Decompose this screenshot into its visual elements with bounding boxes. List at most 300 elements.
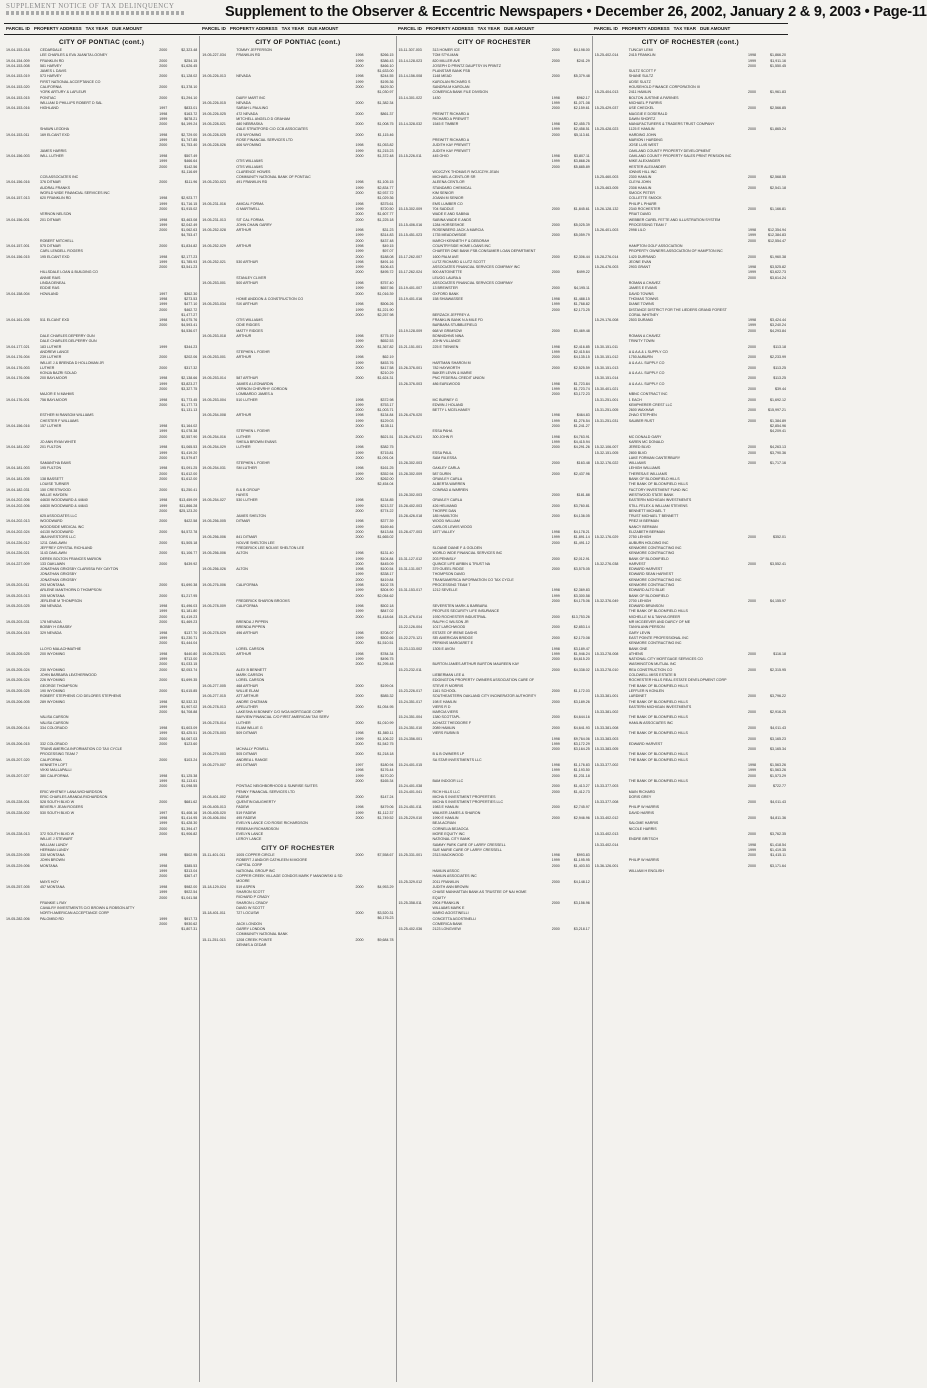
tax-year: 2000 [355,794,364,799]
due-amount: $4,175.06 [573,598,590,603]
tax-year: 1999 [748,768,756,773]
due-amount: $181.88 [576,492,590,497]
property-address: ALTON [236,567,248,572]
property-address: 183 LUTHER [40,344,62,349]
property-address: SM LUTHER [236,466,258,471]
property-address: ROSE FINANCIAL SERVICES LTD [236,138,293,143]
property-address: MANUFACTURERS & TRADERS TRUST COMPANY [628,122,715,127]
due-amount: $377.39 [380,519,394,524]
property-address: CALIFORNIA [236,604,258,609]
due-amount: $3,762.35 [770,831,786,836]
property-address: LOMBARDO JAMES A [236,392,273,397]
property-address: CALIFORNIA [40,85,62,90]
parcel-id: 15-15-451-023 [398,233,423,238]
parcel-id: 19-05-229-005 [6,853,30,858]
property-address: 1211 OAKLAWN [40,540,67,545]
tax-year: 2000 [551,863,560,868]
property-address: PREZ M BERMAN [628,519,659,524]
tax-year: 1998 [159,498,168,503]
due-amount: $4,338.02 [573,667,590,672]
property-address: FREDERICK SHARON BROOKS [236,598,290,603]
tax-year: 2000 [159,164,168,169]
property-address: KENMORE CONTRACTING [628,582,675,587]
tax-year: 2000 [159,831,168,836]
property-address: 2903 GRANT [628,265,651,270]
tax-year: 2000 [748,127,756,132]
due-amount: $113.18 [773,344,786,349]
property-address: 668 W GRIMSOW [432,328,462,333]
due-amount: $1,579.87 [181,455,198,460]
due-amount: $1,367.82 [377,344,394,349]
property-address: 510 LUTHER [236,397,258,402]
parcel-id: 15-25-402-014 [594,53,619,58]
property-address: 150 CRESTWOOD [40,487,71,492]
parcel-id: 15-25-229-010 [398,816,423,821]
parcel-id: 15-30-151-013 [594,365,619,370]
property-address: LOREL CARSON [236,646,265,651]
due-amount: $1,580.11 [377,731,394,736]
property-address: 44630 WOODWARD & 44640 [40,498,88,503]
property-address: BARBARA STUBBLEFIELD [432,323,478,328]
property-address: JONATHAN GRIGSBY CLARISSA FAY CAYTON [40,567,119,572]
tax-year: 1999 [159,116,168,121]
parcel-id: 15-30-151-011 [594,344,619,349]
property-address: JOANN M SENIOR [432,196,464,201]
property-address: FRANKIE L RAY [40,900,67,905]
header-property-address: PROPERTY ADDRESS [33,26,82,31]
property-address: 2800 BLVD [628,450,647,455]
property-address: SMOCK PETER [628,191,655,196]
due-amount: $2,012.91 [573,556,590,561]
property-address: FADEW [236,794,250,799]
header-rule [4,23,788,24]
due-amount: $413.84 [380,530,394,535]
due-amount: $3,575.05 [573,567,590,572]
tax-year: 2000 [748,275,756,280]
header-due-amount: DUE AMOUNT [699,26,731,31]
property-address: COPPER CREEK VILLAGE CONDOS MARK F MANOWSKI & SD [236,874,343,879]
property-address: ROBERT J AND/OR CATHLEEN M MOORE [236,858,308,863]
tax-year: 2000 [748,376,756,381]
tax-year: 2000 [355,191,364,196]
tax-year: 2000 [159,641,168,646]
property-address: 1990 E HAMLIN [432,816,459,821]
tax-year: 2000 [159,365,168,370]
parcel-id: 19-05-227-034 [202,53,226,58]
property-address: HERMAN LUNDY [40,847,69,852]
due-amount: $1,113.61 [181,778,198,783]
parcel-id: 19-05-204-015 [6,630,30,635]
due-amount: $462.72 [184,307,198,312]
property-address: THE BANK OF BLOOMFIELD HILLS [628,757,688,762]
property-address: THE BANK OF BLOOMFIELD HILLS [628,715,688,720]
parcel-id: 19-05-228-001 [6,800,30,805]
tax-year: 2000 [551,614,560,619]
parcel-id: 15-33-381-002 [594,710,619,715]
property-address: MARCIA VIERS [432,710,459,715]
parcel-id: 15-18-401-011 [202,911,226,916]
property-address: WASHINGTON MUTUAL INC [628,662,677,667]
property-address: BAKER LEVIN & MARIE [432,371,472,376]
parcel-id: 19-04-181-002 [6,445,30,450]
due-amount: $1,195.95 [573,858,590,863]
due-amount: $3,424.44 [770,318,786,323]
property-address: WOODSIDE MEDICAL INC [40,524,84,529]
parcel-id: 19-04-202-006 [6,503,30,508]
property-address: 491 FRANKLIN RD [236,180,268,185]
due-amount: $466.64 [184,159,198,164]
property-address: 2011 FRANKLIN [432,879,459,884]
due-amount: $2,541.18 [770,185,786,190]
property-address: FACTORY INVESTMENT FUND INC [628,487,688,492]
due-amount: $1,633.00 [377,69,394,74]
due-amount: $495.72 [380,270,394,275]
listing-row [202,943,393,948]
due-amount: $1,230.71 [181,635,198,640]
tax-year: 2000 [159,243,168,248]
property-address: JAMES SHELTON [236,514,266,519]
due-amount: $142.56 [184,164,198,169]
due-amount: $241.29 [576,58,590,63]
due-amount: $722.77 [773,784,786,789]
due-amount: $9,764.06 [573,736,590,741]
due-amount: $757.40 [380,281,394,286]
parcel-id: 15-31-251-001 [594,397,619,402]
property-address: EDWIN J HOLAND [432,402,464,407]
property-address: 13 BREWSTER [432,286,458,291]
tax-year: 2000 [159,206,168,211]
tax-year: 2000 [355,508,364,513]
due-amount: $1,105.15 [377,180,394,185]
parcel-id: 15-25-460-003 [594,175,619,180]
due-amount: $678.21 [184,116,198,121]
tax-year: 1999 [159,657,168,662]
property-address: WORLD WIDE FINANCIAL SERVICES INC [432,551,503,556]
property-address: ROBERT STEPHENS C/O DELORES STEPHENS [40,694,122,699]
parcel-id: 15-25-331-001 [398,853,423,858]
property-address: 379 OUEEL RIDGE [432,567,464,572]
tax-year: 2000 [551,784,560,789]
due-amount: $1,029.36 [377,196,394,201]
property-address: CHARTER ONE BANK FSB CONSUMER LOAN DEPARTMENT [432,249,536,254]
due-amount: $3,164.25 [573,747,590,752]
tax-year: 2000 [748,773,756,778]
property-address: ELIZABETH BERMAN [628,530,665,535]
due-amount: $1,915.02 [181,206,198,211]
listing-column-3 [397,36,593,1382]
due-amount: $134.85 [380,498,394,503]
due-amount: $2,853.14 [573,625,590,630]
property-address: ARTHUR [236,228,252,233]
tax-year: 2000 [551,106,560,111]
tax-year: 1998 [355,498,364,503]
tax-year: 2000 [159,95,168,100]
tax-year: 2000 [551,254,560,259]
property-address: SARAH L PAULING [236,106,269,111]
property-address: 185 HAMILTON [432,514,458,519]
tax-year: 1998 [159,816,168,821]
parcel-id: 19-05-278-003 [202,731,226,736]
property-address: EAST POINTE PROFESSIONAL INC [628,635,689,640]
due-amount: $135.11 [380,424,394,429]
tax-year: 1998 [355,74,364,79]
tax-year: 2000 [355,376,364,381]
property-address: 133 OAKLAWN [40,561,65,566]
tax-year: 1999 [355,471,364,476]
parcel-id: 19-05-405-020 [202,810,226,815]
tax-year: 2000 [159,710,168,715]
property-address: JUDITH ANN BROWN [432,884,469,889]
column-header-group [592,25,788,34]
due-amount: $1,491.12 [573,540,590,545]
property-address: STILL FELEX & WILLIAM STEVENS [628,503,688,508]
property-address: MARCH KENNETH F & DEBORAH [432,238,490,243]
due-amount: $113.25 [773,376,786,381]
tax-year: 2000 [355,434,364,439]
property-address: KAREN MC DONALD [628,439,664,444]
tax-year: 2000 [551,48,560,52]
tax-year: 2000 [551,657,560,662]
due-amount: $170.20 [380,773,394,778]
property-address: MR MCGEEVER AND DARCY OF ME [628,620,691,625]
parcel-id: 15-24-356-001 [398,736,423,741]
parcel-id: 15-26-376-003 [398,381,423,386]
tax-year: 2000 [159,688,168,693]
tax-year: 1999 [551,349,560,354]
tax-year: 1999 [551,535,560,540]
tax-year: 2000 [159,540,168,545]
property-address: VERNON NELSON [40,212,72,217]
due-amount: $4,811.36 [770,816,786,821]
parcel-id: 15-28-302-003 [398,461,423,466]
tax-year: 1998 [159,217,168,222]
tax-year: 2000 [355,63,364,68]
property-address: JACK LONDON [236,921,262,926]
property-address: HOUSEHOLD FINANCE CORPORATION III [628,85,700,90]
parcel-id: 19-05-276-006 [202,582,226,587]
due-amount: $4,593.41 [181,323,198,328]
property-address: NATIONAL GROUP INC [236,868,276,873]
property-address: 519 ASPEN [236,884,256,889]
parcel-id: 19-04-158-004 [6,291,30,296]
parcel-id: 19-05-278-013 [202,704,226,709]
tax-year: 1999 [355,572,364,577]
parcel-id: 19-05-277-005 [202,683,226,688]
property-address: CLEYA JOHN [628,180,651,185]
due-amount: $1,403.53 [573,863,590,868]
property-address: 1208 CREEK POINTE [236,937,273,942]
parcel-id: 15-33-402-013 [594,831,619,836]
due-amount: $163.72 [184,111,198,116]
tax-year: 2000 [159,741,168,746]
tax-year: 1998 [159,153,168,158]
parcel-id: 15-30-151-014 [594,376,619,381]
tax-year: 2000 [748,365,756,370]
property-address: WORLD WIDE FINANCIAL SERVICES INC [40,191,110,196]
due-amount: $1,221.90 [377,307,394,312]
property-address: EASTERN MICHIGAN INVESTMENTS [628,704,692,709]
due-amount: $352.01 [773,535,786,540]
property-address: MARK CARSON [236,673,264,678]
tax-year: 2000 [159,477,168,482]
tax-year: 2000 [551,726,560,730]
property-address: JBA INVESTORS LLC [40,535,76,540]
property-address: SAMMY PARK CARE OF LARRY CRESSELL [432,842,506,847]
property-address: PREWITT RICHARD A [432,138,470,143]
property-address: 330 MONTANA [40,853,65,858]
due-amount: $4,148.12 [573,879,590,884]
due-amount: $3,760.81 [573,503,590,508]
property-address: STANLEY CLIVER [236,275,267,280]
due-amount: $1,041.58 [181,895,198,900]
property-address: A & A A L SUPPLY CO [628,381,665,386]
due-amount: $3,327.75 [181,387,198,391]
due-amount: $1,510.51 [377,641,394,646]
parcel-id: 19-04-154-009 [6,58,30,63]
property-address: NATIONAL CITY MORTGAGE SERVICES CO [628,657,703,662]
tax-year: 1998 [355,582,364,587]
property-address: EMS LUMBER CO [432,201,463,206]
property-address: 480 NEBRASKA [236,122,263,127]
due-amount: $437.48 [380,238,394,243]
property-address: REBEKAH RICHARDSON [236,826,279,831]
parcel-id [202,837,236,842]
tax-year: 2000 [748,175,756,180]
due-amount: $163.48 [576,461,590,466]
property-address: THE BANK OF BLOOMFIELD HILLS [628,699,688,704]
property-address: THOMPSON DAVID [432,572,465,577]
listing-rows [595,48,786,874]
property-address: NOLVIE SHELTON LEE [236,540,275,545]
due-amount: $1,382.34 [377,100,394,105]
tax-year: 1999 [159,222,168,227]
property-address: TOM STYLMAN [432,53,459,58]
due-amount: $1,665.02 [377,535,394,540]
property-address: WOODWARD [40,519,63,524]
property-address: 573 HARVEY [40,74,62,79]
due-amount: $5,885.89 [573,164,590,169]
property-address: 575 DITMAR [40,243,61,248]
due-amount: $4,644.16 [573,715,590,720]
due-amount: $4,753.47 [181,233,198,238]
parcel-id: 15-24-401-015 [398,763,423,768]
property-address: DALE CHARLES DELPERRY GUN [40,339,97,344]
due-amount: $1,419.23 [181,614,198,619]
property-address: EDDIE RAS [40,286,60,291]
due-amount: $440.80 [184,651,198,656]
property-address: LEROY LANCE [236,837,262,842]
tax-year: 1999 [551,159,560,164]
due-amount: $1,413.27 [573,784,590,789]
parcel-id: 19-04-226-012 [6,540,30,545]
due-amount: $1,215.23 [377,148,394,153]
property-address: 2313 MACKWOOD [432,853,464,858]
tax-year: 2000 [159,434,168,439]
parcel-id: 15-28-302-009 [398,471,423,476]
tax-year: 2000 [159,63,168,68]
due-amount: $131.40 [380,551,394,556]
property-address: PROCESSING TEAM 7 [40,752,78,757]
tax-year: 2000 [748,344,756,349]
tax-year: 1999 [355,402,364,407]
tax-year: 1998 [748,318,756,323]
parcel-id: 19-04-202-013 [6,519,30,524]
tax-year: 1998 [355,281,364,286]
due-amount: $4,536.07 [181,328,198,333]
tax-year: 2000 [551,540,560,545]
property-address: OAKLAND COUNTY PROPERTY DEVELOPMENT [628,148,711,153]
parcel-id: 19-04-153-011 [6,132,30,137]
header-parcel-id: PARCEL ID [6,26,30,31]
property-address: RICHARD P CRADY [236,895,270,900]
property-address: HARDING JOHN [628,132,657,137]
tax-year: 2000 [551,503,560,508]
property-address: 2123 LONGVIEW [432,927,461,932]
tax-year: 1999 [355,286,364,291]
due-amount: $3,790.36 [770,450,786,455]
parcel-id: 19-04-156-015 [6,254,30,259]
due-amount: $657.56 [380,286,394,291]
property-address: ESTATE OF IRENE DASHS [432,630,478,635]
property-address: 491 DITMAR [236,763,258,768]
listing-rows [202,48,393,948]
property-address: MAYS HOY [40,879,59,884]
property-address: LAKESHA M BONNEY C/O WOA MORTGAGE CORP [236,710,323,715]
property-address: 226 WYOMING [40,678,65,683]
property-address: SEVERSTEN MARK & BARBARA [432,604,488,609]
property-address: OTIS WILLIAMS [236,164,263,169]
tax-year: 1998 [159,296,168,301]
property-address: 1148 MEAD [432,74,452,79]
property-address: YORK ARTURY & LAFLEUR [40,90,87,95]
tax-year: 1998 [355,397,364,402]
due-amount: $11,866.28 [179,503,198,508]
tax-year: 1999 [355,450,364,455]
property-address: NEVADA [236,74,251,79]
due-amount: $1,412.73 [573,789,590,794]
tax-year: 2000 [159,800,168,805]
parcel-id: 19-04-176-004 [6,355,30,360]
due-amount: $97.07 [382,249,394,254]
property-address: MAJOR E N MAHMS [40,392,74,397]
due-amount: $123.60 [184,741,198,746]
due-amount: $100.54 [380,567,394,572]
due-amount: $4,263.13 [770,445,786,450]
property-address: GEORGE THOMPSON [40,683,78,688]
due-amount: $3,171.64 [770,863,786,868]
property-address: DIANE TOWNS [628,302,654,307]
due-amount: $314.83 [380,233,394,238]
listing-rows [6,48,197,933]
due-amount: $210.29 [380,371,394,376]
tax-year: 2000 [551,461,560,466]
property-address: THE BANK OF BLOOMFIELD HILLS [628,778,688,783]
due-amount: $681.62 [184,800,198,805]
property-address: OAKLAND COUNTY PROPERTY SALES PRINT PENSION INC [628,153,732,158]
tax-year: 1998 [159,604,168,609]
due-amount: $352.94 [380,471,394,476]
due-amount: $13,753.26 [571,614,590,619]
tax-year: 2000 [748,461,756,466]
header-parcel-id: PARCEL ID [202,26,226,31]
section-title: CITY OF PONTIAC (cont.) [59,39,145,46]
tax-year: 2000 [159,508,168,513]
tax-year: 1999 [159,302,168,307]
property-address: COMMUNITY NATIONAL BANK [236,932,288,937]
header-due-amount: DUE AMOUNT [307,26,339,31]
parcel-id: 19-05-405-013 [202,805,226,810]
tax-year: 2000 [748,328,756,333]
